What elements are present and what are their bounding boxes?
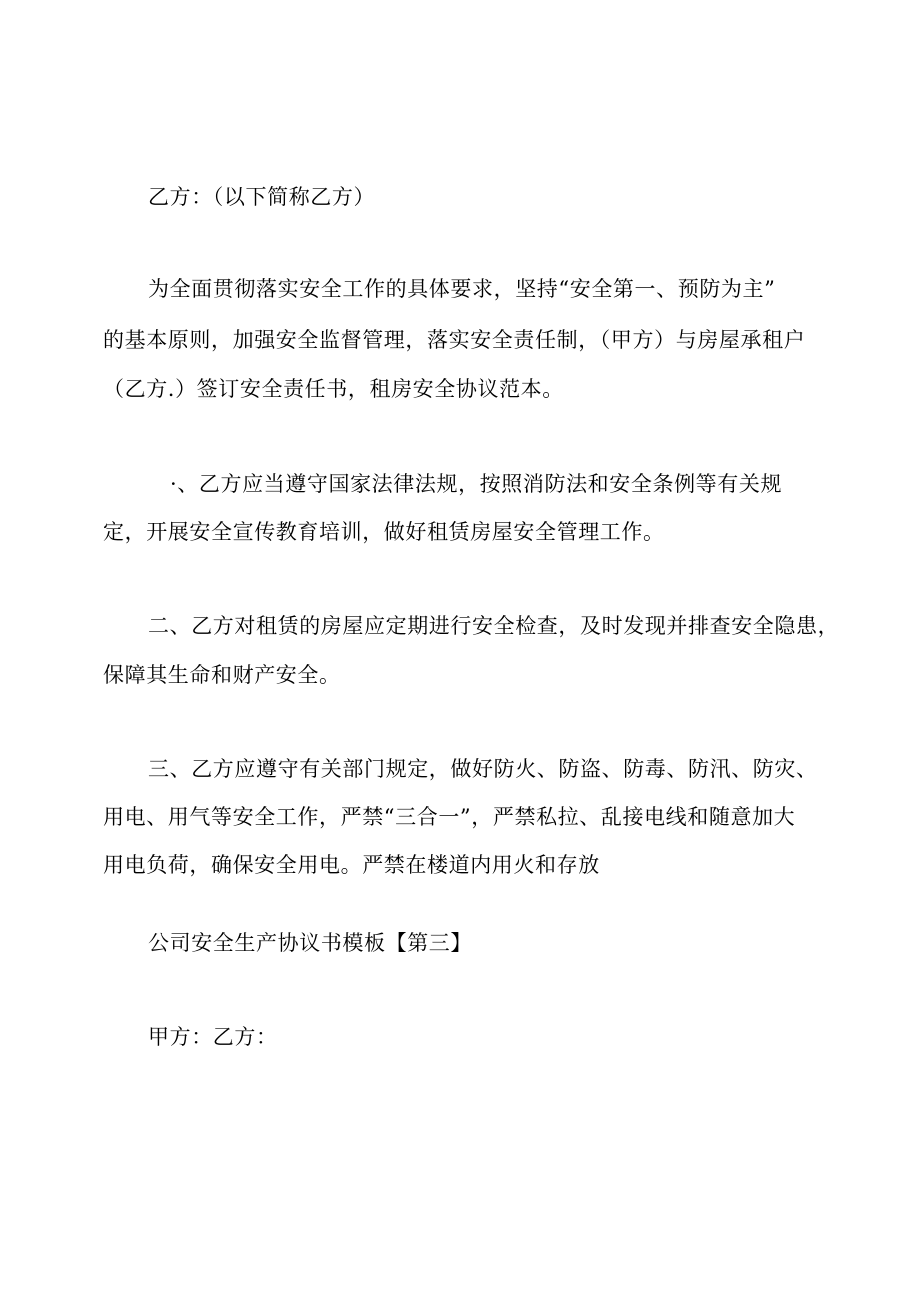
clause-3-line-1: 三、乙方应遵守有关部门规定，做好防火、防盗、防毒、防汛、防灾、 (148, 757, 818, 781)
clause-3-line-3: 用电负荷，确保安全用电。严禁在楼道内用火和存放 (103, 853, 600, 877)
intro-line-2: 的基本原则，加强安全监督管理，落实安全责任制，（甲方）与房屋承租户 (103, 328, 806, 352)
intro-line-1: 为全面贯彻落实安全工作的具体要求，坚持“安全第一、预防为主” (148, 277, 776, 301)
clause-3-line-2: 用电、用气等安全工作，严禁“三合一”，严禁私拉、乱接电线和随意加大 (103, 805, 796, 829)
party-b-line: 乙方：（以下简称乙方） (148, 185, 376, 209)
clause-2-line-2: 保障其生命和财产安全。 (103, 663, 341, 687)
clause-1-line-1: ·、乙方应当遵守国家法律法规，按照消防法和安全条例等有关规 (170, 472, 783, 496)
parties-line: 甲方：乙方： (148, 1025, 278, 1049)
clause-2-line-1: 二、乙方对租赁的房屋应定期进行安全检查，及时发现并排查安全隐患， (148, 614, 840, 638)
section-title: 公司安全生产协议书模板【第三】 (148, 931, 472, 955)
intro-line-3: （乙方.）签订安全责任书，租房安全协议范本。 (103, 377, 564, 401)
clause-1-line-2: 定，开展安全宣传教育培训，做好租赁房屋安全管理工作。 (103, 520, 665, 544)
